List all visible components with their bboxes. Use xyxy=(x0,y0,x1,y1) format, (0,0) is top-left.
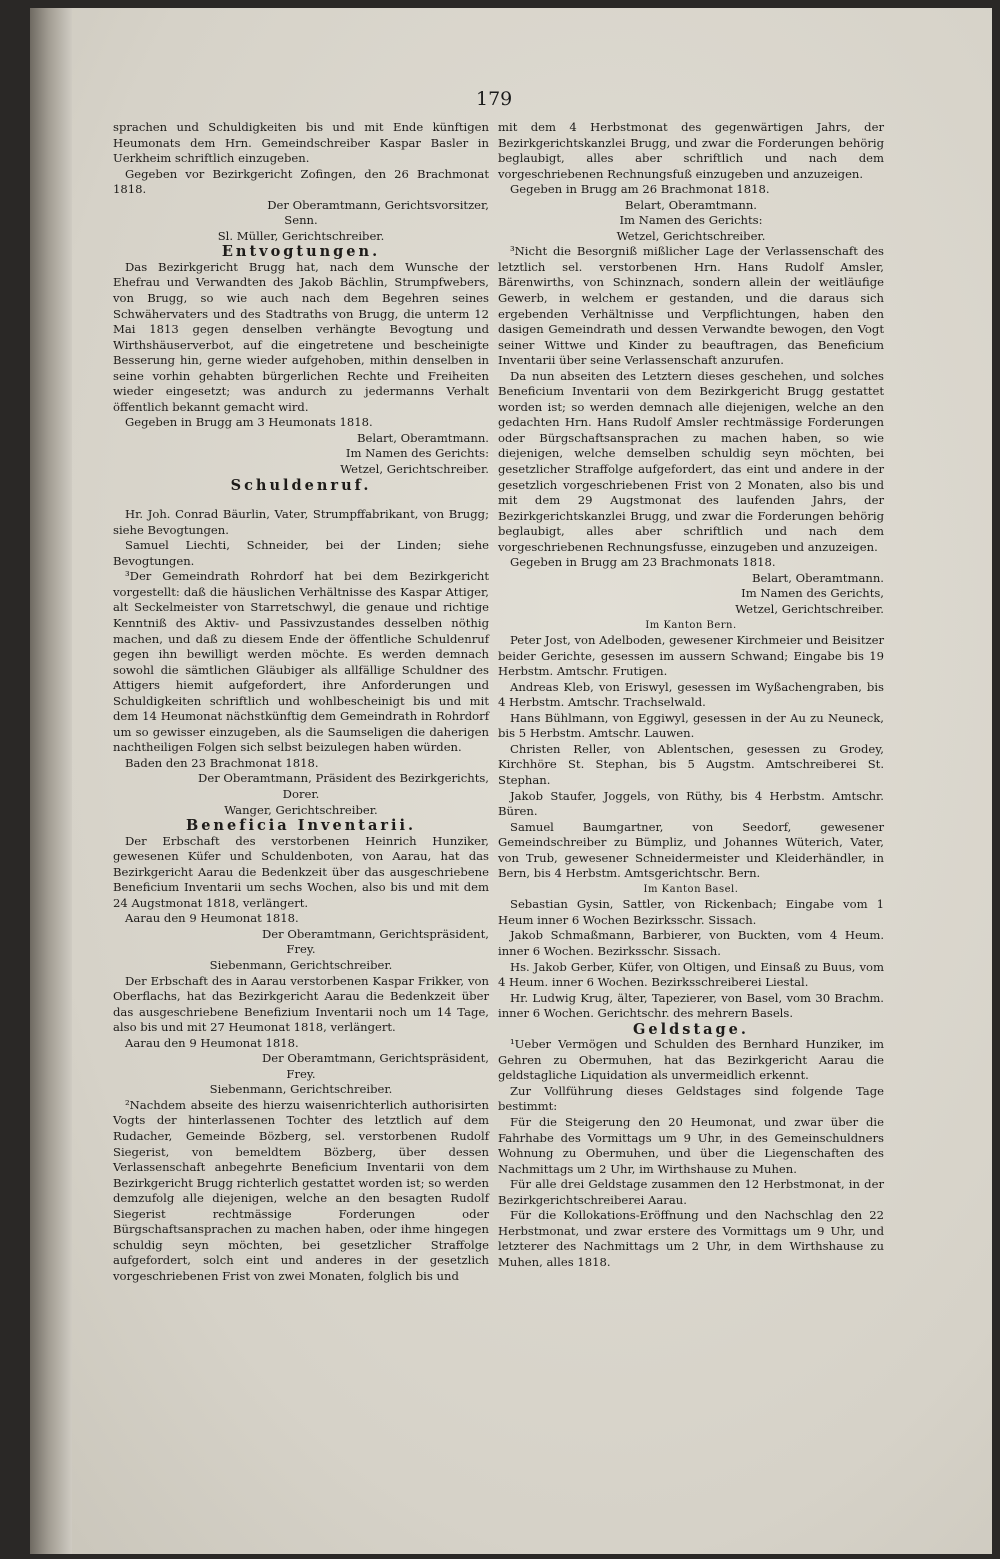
text-paragraph: Siebenmann, Gerichtschreiber. xyxy=(209,957,393,972)
text-paragraph: Jakob Staufer, Joggels, von Rüthy, bis 4 Herbstm. Amtschr. Büren. xyxy=(498,788,884,819)
text-paragraph: Wetzel, Gerichtschreiber. xyxy=(340,462,489,477)
text-paragraph: ¹Ueber Vermögen und Schulden des Bernhard Hunziker, im Gehren zu Obermuhen, hat das Bezirkgericht Aarau die geldstagliche Liquidation als unvermeidlich erkennt. xyxy=(498,1037,884,1083)
text-paragraph: ²Nachdem abseite des hierzu waisenrichterlich authorisirten Vogts der hinterlassenen Tochter des letztlich auf dem Rudacher, Gemeinde Bözberg, sel. verstorbenen Rudolf Siegerist, von bemeldtem Bözberg, über dessen Verlassenschaft anbegehrte Beneficium Inventarii von dem Bezirkgericht Brugg richterlich gestattet worden ist; so werden demzufolg alle diejenigen, welche an den besagten Rudolf Siegerist rechtmässige Forderungen oder Bürgschaftsansprachen zu machen haben, oder ihme hingegen schuldig seyn möchten, bei gesetzlicher Straffolge aufgefordert, solch eint und anderes in der gesetzlich vorgeschriebenen Frist von zwei Monaten, folglich bis und xyxy=(113,1097,489,1283)
text-paragraph: Belart, Oberamtmann. xyxy=(625,197,757,212)
text-paragraph: Da nun abseiten des Letztern dieses geschehen, und solches Beneficium Inventarii von dem Bezirkgericht Brugg gestattet worden ist; so werden demnach alle diejenigen, welche an den gedachten Hrn. Hans Rudolf Amsler rechtmässige Forderungen oder Bürgschaftsansprachen zu machen haben, so wie diejenigen, welche demselben schuldig seyn möchten, bei gesetzlicher Straffolge aufgefordert, das eint und andere in der gesetzlich vorgeschriebenen Frist von 2 Monaten, also bis und mit dem 29 Augstmonat des laufenden Jahrs, der Bezirkgerichtskanzlei Brugg, und zwar die Forderungen behörig beglaubigt, alles aber schriftlich und nach dem vorgeschriebenen Rechnungsfusse, einzugeben und anzuzeigen. xyxy=(498,368,884,554)
text-paragraph: Baden den 23 Brachmonat 1818. xyxy=(125,755,319,770)
section-heading: Entvogtungen. xyxy=(221,243,381,261)
text-paragraph: Wetzel, Gerichtschreiber. xyxy=(735,601,884,616)
canton-heading: Im Kanton Basel. xyxy=(643,883,739,895)
text-paragraph: Samuel Baumgartner, von Seedorf, gewesener Gemeindschreiber zu Bümpliz, und Johannes Wüterich, Vater, von Trub, gewesener Schneidermeister und Kleiderhändler, in Bern, bis 4 Herbstm. Amtsgerichtschr. Bern. xyxy=(498,819,884,881)
left-column xyxy=(113,120,489,1284)
section-heading: Beneficia Inventarii. xyxy=(185,817,417,835)
right-column xyxy=(498,120,884,1270)
text-paragraph: Für die Steigerung den 20 Heumonat, und zwar über die Fahrhabe des Vormittags um 9 Uhr, in des Gemeinschuldners Wohnung zu Obermuhen, und über die Liegenschaften des Nachmittags um 2 Uhr, im Wirthshause zu Muhen. xyxy=(498,1115,884,1176)
text-paragraph: Senn. xyxy=(284,213,318,228)
text-paragraph: Hs. Jakob Gerber, Küfer, von Oltigen, und Einsaß zu Buus, vom 4 Heum. inner 6 Wochen. Bezirksschreiberei Liestal. xyxy=(498,959,884,990)
text-paragraph: Sl. Müller, Gerichtschreiber. xyxy=(217,228,385,243)
text-paragraph: Jakob Schmaßmann, Barbierer, von Buckten, vom 4 Heum. inner 6 Wochen. Bezirksschr. Sissach. xyxy=(498,928,884,958)
text-paragraph: Gegeben in Brugg am 26 Brachmonat 1818. xyxy=(510,182,770,197)
text-paragraph: Wetzel, Gerichtschreiber. xyxy=(616,228,766,243)
text-paragraph: sprachen und Schuldigkeiten bis und mit Ende künftigen Heumonats dem Hrn. Gemeindschreiber Kaspar Basler in Uerkheim schriftlich einzugeben. xyxy=(113,120,489,166)
text-paragraph: Dorer. xyxy=(282,786,320,801)
text-paragraph: Das Bezirkgericht Brugg hat, nach dem Wunsche der Ehefrau und Verwandten des Jakob Bächlin, Strumpfwebers, von Brugg, so wie auch nach dem Begehren seines Schwähervaters und des Stadtraths von Brugg, die unterm 12 Mai 1813 gegen denselben verhängte Bevogtung und Wirthshäuserverbot, auf die eingetretene und bescheinigte Besserung hin, gerne wieder aufgehoben, mithin denselben in seine vorhin gehabten bürgerlichen Rechte und Freiheiten wieder eingesetzt; was andurch zu jedermanns Verhalt öffentlich bekannt gemacht wird. xyxy=(113,259,489,414)
text-paragraph: Wanger, Gerichtschreiber. xyxy=(224,802,378,817)
text-paragraph: Im Namen des Gerichts: xyxy=(345,446,489,461)
text-paragraph: Andreas Kleb, von Eriswyl, gesessen im Wyßachengraben, bis 4 Herbstm. Amtschr. Trachselwald. xyxy=(498,679,884,710)
text-paragraph: Frey. xyxy=(286,942,316,957)
text-paragraph xyxy=(113,493,489,507)
text-paragraph: Frey. xyxy=(286,1066,316,1081)
text-paragraph: Hans Bühlmann, von Eggiwyl, gesessen in der Au zu Neuneck, bis 5 Herbstm. Amtschr. Lauwen. xyxy=(498,710,884,741)
text-paragraph: Aarau den 9 Heumonat 1818. xyxy=(125,911,299,926)
text-paragraph: Für die Kollokations-Eröffnung und den Nachschlag den 22 Herbstmonat, und zwar erstere des Vormittags um 9 Uhr, und letzterer des Nachmittags um 2 Uhr, in dem Wirthshause zu Muhen, alles 1818. xyxy=(498,1208,884,1269)
text-paragraph: Der Oberamtmann, Gerichtspräsident, xyxy=(261,1051,489,1066)
text-paragraph: Aarau den 9 Heumonat 1818. xyxy=(125,1035,299,1050)
text-paragraph: ³Nicht die Besorgniß mißlicher Lage der Verlassenschaft des letztlich sel. verstorbenen Hrn. Hans Rudolf Amsler, Bärenwirths, von Schinznach, sondern allein der weitläufige Gewerb, in welchem er gestanden, und die daraus sich ergebenden Verhältnisse und Verpflichtungen, haben den dasigen Gemeindrath und dessen Verwandte bewogen, den Vogt seiner Wittwe und Kinder zu beauftragen, das Beneficium Inventarii über seine Verlassenschaft anzurufen. xyxy=(498,244,884,368)
text-paragraph: Peter Jost, von Adelboden, gewesener Kirchmeier und Beisitzer beider Gerichte, gesessen im aussern Schwand; Eingabe bis 19 Herbstm. Amtschr. Frutigen. xyxy=(498,633,884,679)
text-paragraph: Gegeben in Brugg am 23 Brachmonats 1818. xyxy=(510,555,776,570)
section-heading: Schuldenruf. xyxy=(230,476,372,494)
page-number: 179 xyxy=(476,88,513,110)
text-paragraph: Belart, Oberamtmann. xyxy=(357,430,489,445)
text-paragraph: Zur Vollführung dieses Geldstages sind folgende Tage bestimmt: xyxy=(498,1083,884,1114)
text-paragraph: Der Erbschaft des verstorbenen Heinrich Hunziker, gewesenen Küfer und Schuldenboten, von Aarau, hat das Bezirkgericht Aarau die Bedenkzeit über das ausgeschriebene Beneficium Inventarii um sechs Wochen, also bis und mit dem 24 Augstmonat 1818, verlängert. xyxy=(113,833,489,910)
text-paragraph: Im Namen des Gerichts, xyxy=(741,586,884,601)
text-paragraph: Der Erbschaft des in Aarau verstorbenen Kaspar Frikker, von Oberflachs, hat das Bezirkgericht Aarau die Bedenkzeit über das ausgeschriebene Benefizium Inventarii noch um 14 Tage, also bis und mit 27 Heumonat 1818, verlängert. xyxy=(113,973,489,1035)
text-paragraph: Hr. Ludwig Krug, älter, Tapezierer, von Basel, vom 30 Brachm. inner 6 Wochen. Gerichtschr. des mehrern Basels. xyxy=(498,990,884,1021)
text-paragraph: Der Oberamtmann, Gerichtsvorsitzer, xyxy=(267,197,489,212)
text-paragraph: Im Namen des Gerichts: xyxy=(619,213,763,228)
text-paragraph: Samuel Liechti, Schneider, bei der Linden; siehe Bevogtungen. xyxy=(113,538,489,568)
section-heading: Geldstage. xyxy=(633,1020,749,1038)
text-paragraph: Gegeben vor Bezirkgericht Zofingen, den 26 Brachmonat 1818. xyxy=(113,166,489,197)
text-paragraph: Sebastian Gysin, Sattler, von Rickenbach; Eingabe vom 1 Heum inner 6 Wochen Bezirksschr. Sissach. xyxy=(498,897,884,927)
text-paragraph: Siebenmann, Gerichtschreiber. xyxy=(209,1082,393,1097)
text-paragraph: Für alle drei Geldstage zusammen den 12 Herbstmonat, in der Bezirkgerichtschreiberei Aarau. xyxy=(498,1177,884,1207)
newspaper-page xyxy=(30,8,992,1554)
text-paragraph: Christen Reller, von Ablentschen, gesessen zu Grodey, Kirchhöre St. Stephan, bis 5 Augstm. Amtschreiberei St. Stephan. xyxy=(498,741,884,787)
text-paragraph: Der Oberamtmann, Gerichtspräsident, xyxy=(261,926,489,941)
text-paragraph: Gegeben in Brugg am 3 Heumonats 1818. xyxy=(125,415,373,430)
book-gutter xyxy=(30,8,72,1554)
text-paragraph: mit dem 4 Herbstmonat des gegenwärtigen Jahrs, der Bezirkgerichtskanzlei Brugg, und zwar die Forderungen behörig beglaubigt, alles aber schriftlich und nach dem vorgeschriebenen Rechnungsfuß einzugeben und anzuzeigen. xyxy=(498,120,884,181)
text-paragraph: Belart, Oberamtmann. xyxy=(752,570,884,585)
text-paragraph: Hr. Joh. Conrad Bäurlin, Vater, Strumpffabrikant, von Brugg; siehe Bevogtungen. xyxy=(113,507,489,537)
text-paragraph: Der Oberamtmann, Präsident des Bezirkgerichts, xyxy=(198,771,489,786)
text-paragraph: ³Der Gemeindrath Rohrdorf hat bei dem Bezirkgericht vorgestellt: daß die häuslichen Verhältnisse des Kaspar Attiger, alt Seckelmeister von Starretschwyl, die genaue und richtige Kenntniß des Aktiv- und Passivzustandes desselben nöthig machen, und daß zu diesem Ende der öffentliche Schuldenruf gegen ihn bewilligt werden möchte. Es werden demnach sowohl die sämtlichen Gläubiger als allfällige Schuldner des Attigers hiemit aufgefordert, ihre Anforderungen und Schuldigkeiten schriftlich und wohlbescheinigt bis und mit dem 14 Heumonat nächstkünftig dem Gemeindrath in Rohrdorf um so gewisser einzugeben, als die Saumseligen die daherigen nachtheiligen Folgen sich selbst beizulegen haben würden. xyxy=(113,569,489,755)
canton-heading: Im Kanton Bern. xyxy=(645,619,737,631)
